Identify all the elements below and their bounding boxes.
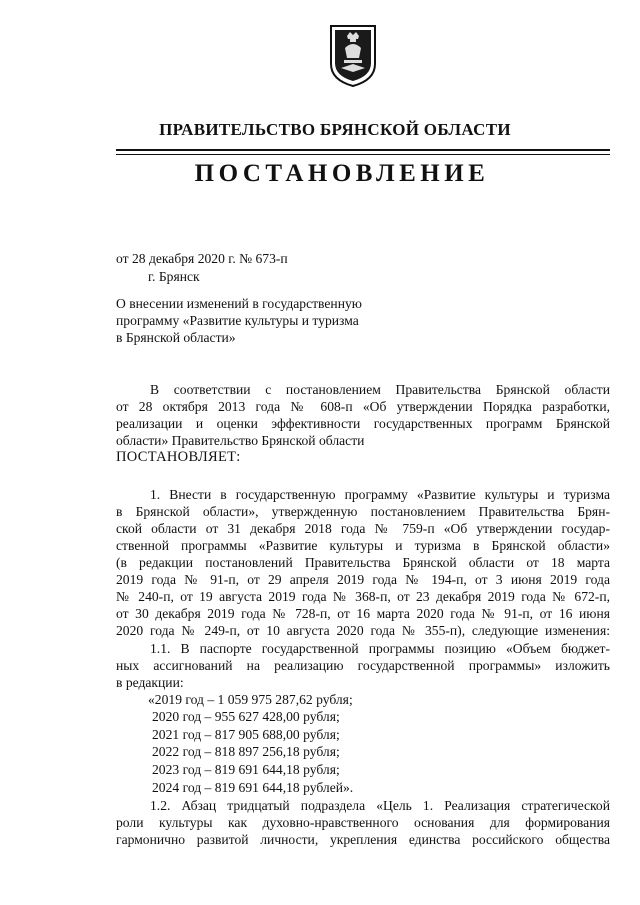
preamble-line: области» Правительство Брянской области: [116, 433, 365, 448]
item-1-line: 1. Внести в государственную программу «Развитие культуры и туризма: [150, 487, 610, 502]
document-city: г. Брянск: [148, 269, 200, 284]
budget-line: 2020 год – 955 627 428,00 рубля;: [152, 709, 340, 724]
item-1-1-line: в редакции:: [116, 675, 184, 690]
header-rule-thick: [116, 149, 610, 151]
subject-line: в Брянской области»: [116, 330, 236, 345]
item-1-2-line: роли культуры как духовно-нравственного основания для формирования: [116, 815, 610, 830]
item-1-line: ственной программы «Развитие культуры и туризма в Брянской области»: [116, 538, 610, 553]
budget-line: 2021 год – 817 905 688,00 рубля;: [152, 727, 340, 742]
document-date-number: от 28 декабря 2020 г. № 673-п: [116, 251, 288, 266]
bryansk-coat-of-arms-icon: [329, 24, 377, 88]
budget-line: 2023 год – 819 691 644,18 рубля;: [152, 762, 340, 777]
item-1-line: от 30 декабря 2019 года № 728-п, от 16 марта 2020 года № 91-п, от 16 июня: [116, 606, 610, 621]
item-1-line: ской области от 31 декабря 2018 года № 759-п «Об утверждении государ-: [116, 521, 610, 536]
subject-line: О внесении изменений в государственную: [116, 296, 362, 311]
document-type: ПОСТАНОВЛЕНИЕ: [194, 160, 490, 187]
item-1-line: 2020 года № 249-п, от 10 августа 2020 года № 355-п), следующие изменения:: [116, 623, 610, 638]
budget-line: «2019 год – 1 059 975 287,62 рубля;: [148, 692, 353, 707]
resolves-heading: ПОСТАНОВЛЯЕТ:: [116, 449, 241, 465]
item-1-2-line: 1.2. Абзац тридцатый подраздела «Цель 1. Реализация стратегической: [150, 798, 610, 813]
budget-line: 2024 год – 819 691 644,18 рублей».: [152, 780, 354, 795]
government-name: ПРАВИТЕЛЬСТВО БРЯНСКОЙ ОБЛАСТИ: [159, 120, 511, 139]
preamble-line: от 28 октября 2013 года № 608-п «Об утверждении Порядка разработки,: [116, 399, 610, 414]
item-1-line: в Брянской области», утвержденную постановлением Правительства Брян-: [116, 504, 610, 519]
subject-line: программу «Развитие культуры и туризма: [116, 313, 359, 328]
item-1-1-line: ных ассигнований на реализацию государственной программы» изложить: [116, 658, 610, 673]
budget-line: 2022 год – 818 897 256,18 рубля;: [152, 744, 340, 759]
preamble-line: реализации и оценки эффективности государственных программ Брянской: [116, 416, 610, 431]
preamble-line: В соответствии с постановлением Правительства Брянской области: [150, 382, 610, 397]
item-1-line: № 240-п, от 19 августа 2019 года № 368-п, от 23 декабря 2019 года № 672-п,: [116, 589, 610, 604]
item-1-line: (в редакции постановлений Правительства Брянской области от 18 марта: [116, 555, 610, 570]
header-rule-thin: [116, 154, 610, 155]
item-1-line: 2019 года № 91-п, от 29 апреля 2019 года № 194-п, от 3 июня 2019 года: [116, 572, 610, 587]
item-1-2-line: гармонично развитой личности, укрепления единства российского общества: [116, 832, 610, 847]
item-1-1-line: 1.1. В паспорте государственной программы позицию «Объем бюджет-: [150, 641, 610, 656]
